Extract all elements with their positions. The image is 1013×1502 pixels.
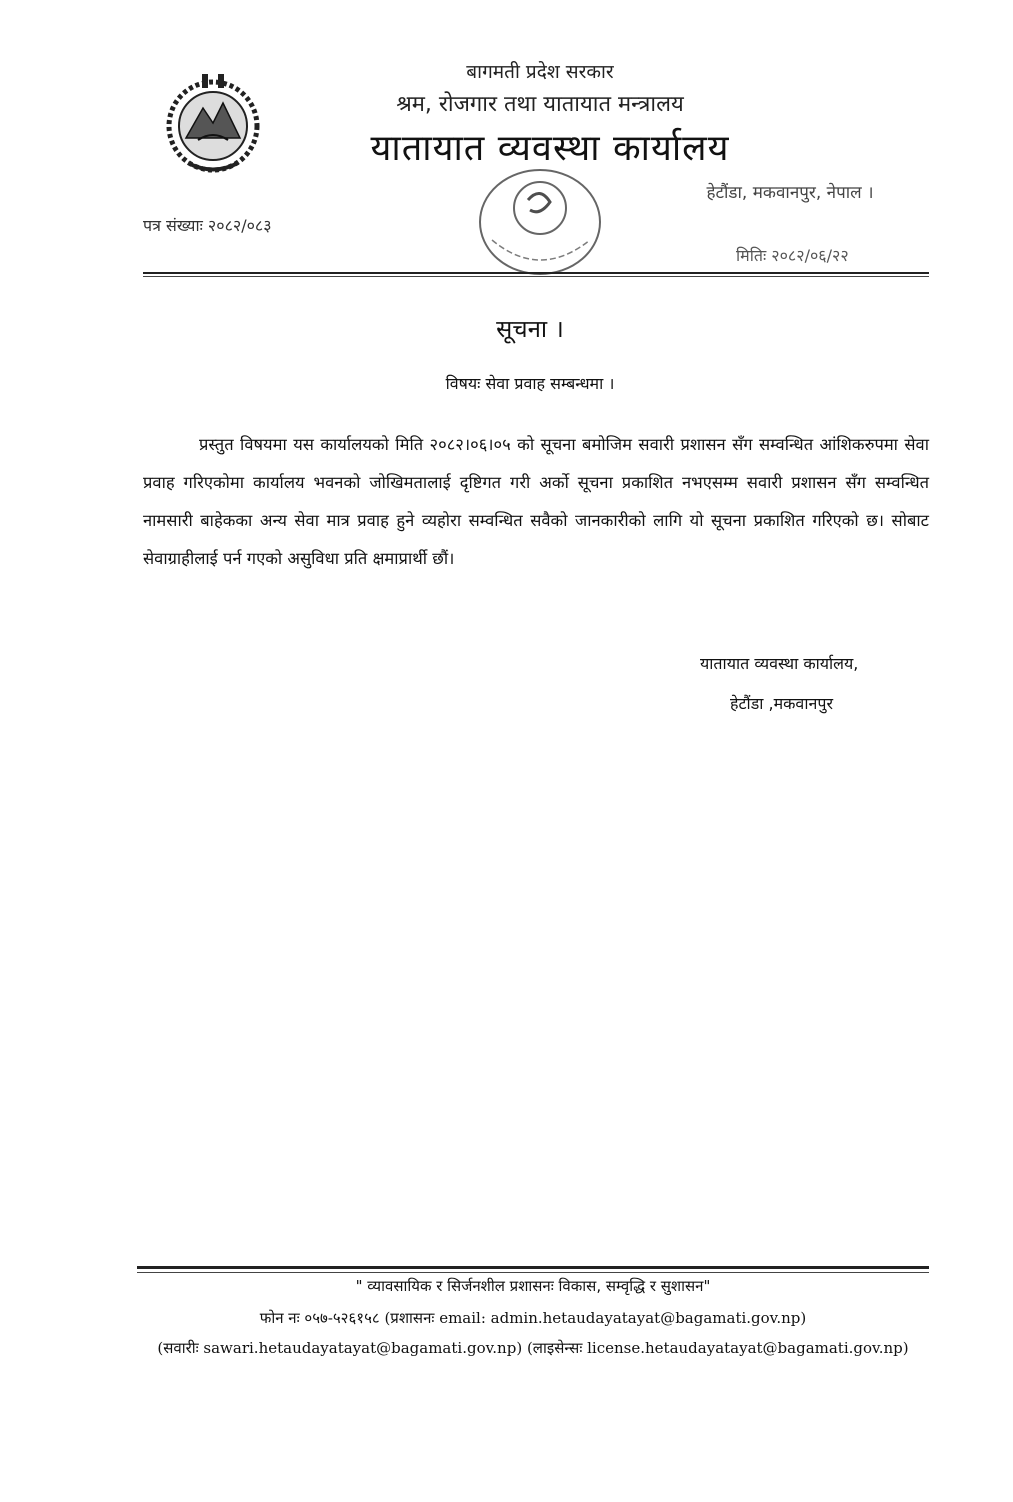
government-name: बागमती प्रदेश सरकार <box>466 61 614 83</box>
footer-divider <box>137 1266 929 1269</box>
notice-subject: विषयः सेवा प्रवाह सम्बन्धमा । <box>445 374 615 393</box>
ministry-name: श्रम, रोजगार तथा यातायात मन्त्रालय <box>396 92 684 117</box>
footer-phone: फोन नः ०५७-५२६१५८ (प्रशासनः email: admin.hetaudayatayat@bagamati.gov.np) <box>259 1309 807 1327</box>
office-location: हेटौंडा, मकवानपुर, नेपाल । <box>706 183 874 203</box>
notice-title: सूचना । <box>496 315 564 343</box>
footer-divider-thin <box>137 1272 929 1273</box>
signature-location: हेटौंडा ,मकवानपुर <box>730 694 833 713</box>
header-divider <box>143 272 929 274</box>
footer-motto: " व्यावसायिक र सिर्जनशील प्रशासनः विकास, सम्वृद्धि र सुशासन" <box>355 1277 711 1295</box>
signature-office: यातायात व्यवस्था कार्यालय, <box>700 654 859 673</box>
footer-emails: (सवारीः sawari.hetaudayatayat@bagamati.gov.np) (लाइसेन्सः license.hetaudayatayat@bagamati.gov.np) <box>157 1339 909 1357</box>
notice-body <box>143 426 929 578</box>
office-stamp-icon <box>462 160 612 290</box>
office-name: यातायात व्यवस्था कार्यालय <box>370 128 730 169</box>
government-emblem-icon <box>158 68 268 178</box>
letter-number: पत्र संख्याः २०८२/०८३ <box>143 216 272 235</box>
notice-body-text: प्रस्तुत विषयमा यस कार्यालयको मिति २०८२।०६।०५ को सूचना बमोजिम सवारी प्रशासन सँग सम्वन्धित आंशिकरुपमा सेवा प्रवाह गरिएकोमा कार्यालय भवनको जोखिमतालाई दृष्टिगत गरी अर्को सूचना प्रकाशित नभएसम्म सवारी प्रशासन सँग सम्वन्धित नामसारी बाहेकका अन्य सेवा मात्र प्रवाह हुने व्यहोरा सम्वन्धित सवैको जानकारीको लागि यो सूचना प्रकाशित गरिएको छ। सोबाट सेवाग्राहीलाई पर्न गएको असुविधा प्रति क्षमाप्रार्थी छौं। <box>143 435 929 568</box>
letter-date: मितिः २०८२/०६/२२ <box>736 246 849 265</box>
header-divider-thin <box>143 276 929 277</box>
